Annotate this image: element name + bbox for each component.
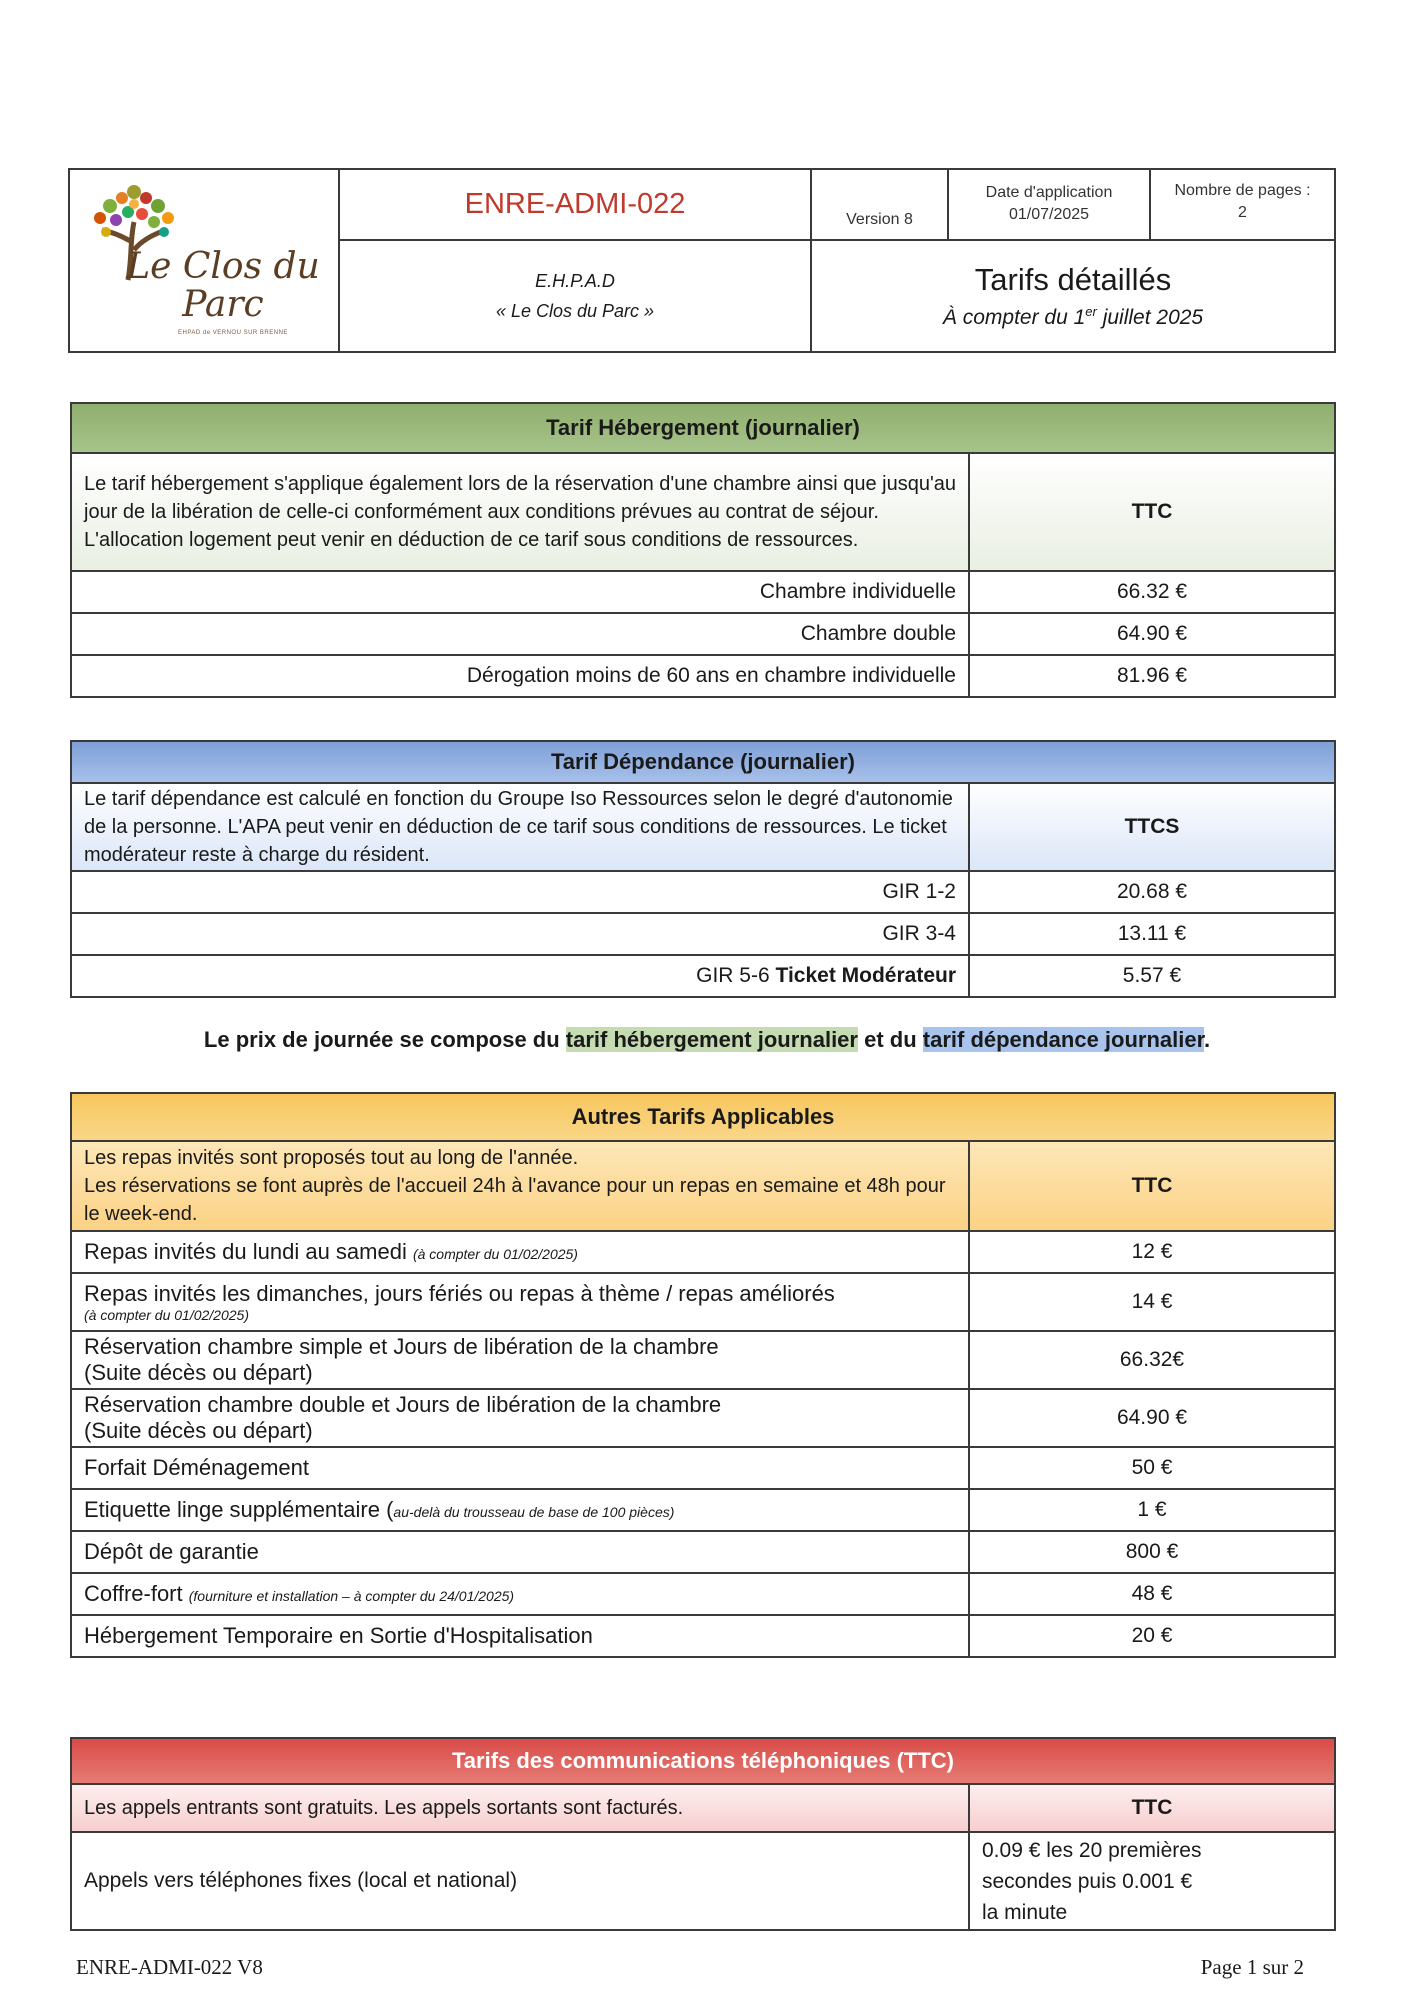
- row-value: 20.68 €: [969, 871, 1335, 913]
- row-note: (à compter du 01/02/2025): [412, 1246, 578, 1262]
- row-value-line: la minute: [982, 1900, 1068, 1924]
- row-value: 50 €: [969, 1447, 1335, 1489]
- row-label: [71, 871, 969, 913]
- summary-text: et du: [857, 1027, 923, 1052]
- row-label: Chambre double: [71, 613, 969, 655]
- row-label-line2: (Suite décès ou départ): [84, 1418, 313, 1443]
- hebergement-column-header: TTC: [969, 453, 1335, 571]
- version-cell: [811, 169, 948, 240]
- autres-description-line: Les réservations se font auprès de l'accueil 24h à l'avance pour un repas en semaine et 48h pour le week-end.: [84, 1175, 946, 1225]
- table-row: [71, 1331, 1335, 1389]
- org-line-1: E.H.P.A.D: [535, 270, 615, 291]
- gir-label: GIR 3-4: [882, 922, 956, 945]
- autres-band: Autres Tarifs Applicables: [71, 1093, 1335, 1141]
- row-value: 66.32 €: [969, 571, 1335, 613]
- table-row: [71, 1615, 1335, 1657]
- telephone-table: [70, 1737, 1336, 1931]
- telephone-description: Les appels entrants sont gratuits. Les appels sortants sont facturés.: [71, 1784, 969, 1832]
- dependance-band: Tarif Dépendance (journalier): [71, 741, 1335, 783]
- row-value-line: 0.09 € les 20 premières: [982, 1838, 1202, 1862]
- dependance-table: [70, 740, 1336, 998]
- table-row: [71, 871, 1335, 913]
- autres-column-header: TTC: [969, 1141, 1335, 1231]
- version: Version 8: [846, 210, 913, 228]
- row-label: Hébergement Temporaire en Sortie d'Hospitalisation: [71, 1615, 969, 1657]
- table-row: [71, 955, 1335, 997]
- row-label: [71, 955, 969, 997]
- row-value: 66.32€: [969, 1331, 1335, 1389]
- row-note: (à compter du 01/02/2025): [84, 1307, 249, 1323]
- row-label: Forfait Déménagement: [71, 1447, 969, 1489]
- table-row: [71, 613, 1335, 655]
- hebergement-description: Le tarif hébergement s'applique également lors de la réservation d'une chambre ainsi que jusqu'au jour de la libération de celle-ci conformément aux conditions prévues au contrat de séjour. L'allocation logement peut venir en déduction de ce tarif sous conditions de ressources.: [71, 453, 969, 571]
- row-label: [71, 1573, 969, 1615]
- row-label: [71, 913, 969, 955]
- row-label: Dépôt de garantie: [71, 1531, 969, 1573]
- row-note: au-delà du trousseau de base de 100 pièces): [393, 1504, 675, 1520]
- row-label-text: Coffre-fort: [84, 1581, 189, 1606]
- page-subtitle: [812, 304, 1334, 330]
- row-label-text: Repas invités les dimanches, jours fériés ou repas à thème / repas améliorés: [84, 1281, 835, 1306]
- row-value: 20 €: [969, 1615, 1335, 1657]
- pages-label: Nombre de pages :: [1174, 182, 1311, 199]
- autres-description: [71, 1141, 969, 1231]
- row-label-text: Etiquette linge supplémentaire (: [84, 1497, 394, 1522]
- row-value: 800 €: [969, 1531, 1335, 1573]
- logo-tagline: EHPAD de VERNOU SUR BRENNE: [178, 330, 288, 336]
- dependance-column-header: TTCS: [969, 783, 1335, 871]
- row-value: 64.90 €: [969, 1389, 1335, 1447]
- table-row: [71, 1447, 1335, 1489]
- footer-page-number: Page 1 sur 2: [1200, 1955, 1304, 1979]
- logo-cell: [69, 169, 339, 352]
- row-value: 12 €: [969, 1231, 1335, 1273]
- logo: [70, 170, 338, 351]
- row-label: [71, 1389, 969, 1447]
- document-header: [68, 168, 1336, 353]
- telephone-column-header: TTC: [969, 1784, 1335, 1832]
- table-row: [71, 1231, 1335, 1273]
- summary-text: .: [1203, 1027, 1211, 1052]
- logo-text: Le Clos du Parc: [126, 246, 320, 325]
- title-cell: [811, 240, 1335, 352]
- gir-label-bold: Ticket Modérateur: [775, 964, 956, 987]
- reference-cell: [339, 169, 811, 240]
- hebergement-band: Tarif Hébergement (journalier): [71, 403, 1335, 453]
- org-cell: [339, 240, 811, 352]
- row-label-text: Réservation chambre simple et Jours de libération de la chambre: [84, 1334, 719, 1359]
- row-value: 13.11 €: [969, 913, 1335, 955]
- gir-label: GIR 5-6: [696, 964, 776, 987]
- summary-highlight-hebergement: tarif hébergement journalier: [565, 1027, 858, 1052]
- table-row: [71, 655, 1335, 697]
- row-value: 48 €: [969, 1573, 1335, 1615]
- pages-value: 2: [1238, 204, 1247, 221]
- summary-text: Le prix de journée se compose du: [203, 1027, 566, 1052]
- subtitle-superscript: er: [1085, 303, 1097, 319]
- row-value: 1 €: [969, 1489, 1335, 1531]
- summary-highlight-dependance: tarif dépendance journalier: [922, 1027, 1204, 1052]
- autres-tarifs-table: [70, 1092, 1336, 1658]
- date-cell: [948, 169, 1150, 240]
- pages-cell: [1150, 169, 1335, 240]
- row-label: Dérogation moins de 60 ans en chambre individuelle: [71, 655, 969, 697]
- row-label-text: Réservation chambre double et Jours de libération de la chambre: [84, 1392, 722, 1417]
- row-label: [71, 1489, 969, 1531]
- table-row: [71, 1389, 1335, 1447]
- row-label: Chambre individuelle: [71, 571, 969, 613]
- page-title: Tarifs détaillés: [974, 261, 1172, 297]
- row-label-line2: (Suite décès ou départ): [84, 1360, 313, 1385]
- document-reference: ENRE-ADMI-022: [464, 187, 686, 220]
- table-row: [71, 1273, 1335, 1331]
- gir-label: GIR 1-2: [882, 880, 956, 903]
- table-row: [71, 1531, 1335, 1573]
- subtitle-date: juillet 2025: [1096, 305, 1204, 329]
- row-value: 64.90 €: [969, 613, 1335, 655]
- table-row: [71, 1489, 1335, 1531]
- row-label: [71, 1273, 969, 1331]
- table-row: [71, 913, 1335, 955]
- org-line-2: « Le Clos du Parc »: [495, 300, 655, 321]
- row-label: [71, 1331, 969, 1389]
- row-value: [969, 1832, 1335, 1930]
- autres-description-line: Les repas invités sont proposés tout au long de l'année.: [84, 1147, 579, 1169]
- subtitle-text: À compter du 1: [942, 305, 1086, 329]
- row-label: Appels vers téléphones fixes (local et national): [71, 1832, 969, 1930]
- table-row: [71, 1573, 1335, 1615]
- row-value-line: secondes puis 0.001 €: [982, 1869, 1193, 1893]
- footer-reference: ENRE-ADMI-022 V8: [76, 1955, 263, 1979]
- dependance-description: Le tarif dépendance est calculé en fonction du Groupe Iso Ressources selon le degré d'autonomie de la personne. L'APA peut venir en déduction de ce tarif sous conditions de ressources. Le ticket modérateur reste à charge du résident.: [71, 783, 969, 871]
- row-label-text: Repas invités du lundi au samedi: [84, 1239, 413, 1264]
- row-value: 14 €: [969, 1273, 1335, 1331]
- date-value: 01/07/2025: [1008, 206, 1090, 224]
- date-label: Date d'application: [985, 184, 1113, 202]
- row-value: 81.96 €: [969, 655, 1335, 697]
- table-row: [71, 571, 1335, 613]
- table-row: [71, 1832, 1335, 1930]
- row-value: 5.57 €: [969, 955, 1335, 997]
- telephone-band: Tarifs des communications téléphoniques (TTC): [71, 1738, 1335, 1784]
- daily-price-summary: [0, 1027, 1414, 1053]
- hebergement-table: [70, 402, 1336, 698]
- row-label: [71, 1231, 969, 1273]
- row-note: (fourniture et installation – à compter du 24/01/2025): [188, 1588, 515, 1604]
